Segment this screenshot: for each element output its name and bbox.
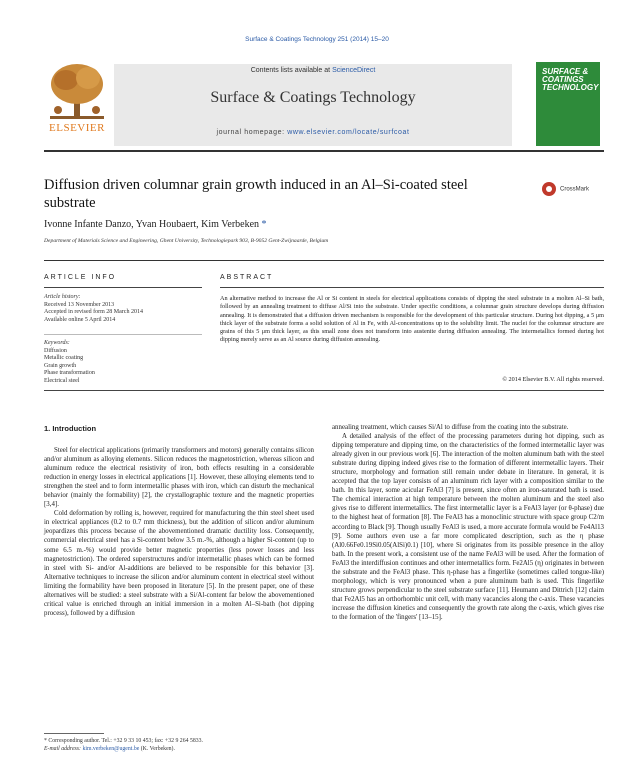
cover-title: SURFACE & COATINGS TECHNOLOGY <box>542 67 599 92</box>
copyright: © 2014 Elsevier B.V. All rights reserved. <box>502 376 604 383</box>
journal-homepage <box>114 129 512 136</box>
footnote-rule <box>44 733 104 734</box>
keywords-label: Keywords: <box>44 340 70 346</box>
email-label: E-mail address: <box>44 745 81 752</box>
paragraph: Steel for electrical applications (primarily transformers and motors) generally contains silicon and/or aluminum as alloying elements. Silicon reduces the magnetostriction, whereas silicon and aluminum reduce the electrical resistivity of iron, both effects resulting in a considerable reduction in energy losses in electrical applications [1]. However, these alloying elements tend to strengthen the steel and to form intermetallic phases with iron, which can disturb the mechanical behavior (mainly the formability) [2], the crystallographic texture and the magnetic properties [3,4]. <box>44 447 314 509</box>
article-history <box>44 294 202 324</box>
article-info-rule <box>44 287 202 288</box>
keyword: Diffusion <box>44 347 67 354</box>
sciencedirect-link[interactable]: ScienceDirect <box>332 67 376 74</box>
contents-line <box>114 67 512 74</box>
history-label: Article history: <box>44 294 81 300</box>
article-info-heading: ARTICLE INFO <box>44 274 117 281</box>
corresponding-author-note: * Corresponding author. Tel.: +32 9 33 10 453; fax: +32 9 264 5833. <box>44 738 203 744</box>
paragraph: A detailed analysis of the effect of the processing parameters during hot dipping, such as dipping temperature and dipping time, on the characteristics of the formed intermetallic layer was already given in our previous work [6]. The interaction of the molten aluminum bath with the steel substrate during dipping indeed gives rise to the formation of different intermetallic layers. Their structure, morphology and formation still remain under debate in literature. In general, it is accepted that the top layer consists of an aluminum rich layer with a composition similar to the bath. In this layer, some acicular FeAl3 [7] is present, since often an iron-saturated bath is used. The chemical interaction at high temperature between the molten aluminum and the steel also gives rise to different intermetallics. The first intermetallic layer is a FeAl3 layer (or θ-phase) due to the highest heat of formation [8]. The FeAl3 has a monoclinic structure with space group C2/m according to Black [9]. Though usually FeAl3 is used, a more accurate formula would be Fe4Al13 [9]. Some authors even use a far more complicated description, such as the η phase (Al0.66Fe0.19Si0.05(AlSi)0.1) [10], where Si originates from its possible presence in the alloy bath. In the present work, a consistent use of the name FeAl3 will be used. After the formation of FeAl3 the interdiffusion continues and other intermetallics form. Fe2Al5 (η) originates in between the substrate and the FeAl3 phase. This η-phase has a fingerlike (sometimes called tongue-like) morphology, which is very pronounced when a pure aluminum bath is used. This fingerlike structure grows perpendicular to the steel substrate surface [11]. Heumann and Dittrich [12] claim that Fe2Al5 has an orthorhombic unit cell, with many vacancies along the c-axis. These vacancies increase the diffusion kinetics and consequently the growth rate along the c-axis, which gives rise to the formation of the 'fingers' [13–15]. <box>332 433 604 621</box>
section-heading-introduction: 1. Introduction <box>44 424 97 433</box>
author-names: Ivonne Infante Danzo, Yvan Houbaert, Kim Verbeken <box>44 219 260 230</box>
journal-cover-image[interactable] <box>536 62 600 146</box>
footnote <box>44 738 314 753</box>
homepage-prefix: journal homepage: <box>216 129 285 136</box>
author-list <box>44 219 267 230</box>
keywords <box>44 340 202 386</box>
header-divider <box>44 260 604 261</box>
corresponding-author-mark[interactable]: * <box>261 219 267 230</box>
masthead-divider <box>44 150 604 152</box>
publisher-wordmark: ELSEVIER <box>49 122 105 134</box>
keyword: Electrical steel <box>44 377 80 384</box>
history-received: Received 13 November 2013 <box>44 301 115 308</box>
keyword: Metallic coating <box>44 355 84 362</box>
journal-citation[interactable]: Surface & Coatings Technology 251 (2014) 15–20 <box>245 36 389 43</box>
crossmark-icon <box>542 182 556 196</box>
article-title: Diffusion driven columnar grain growth induced in an Al–Si-coated steel substrate <box>44 177 468 211</box>
history-accepted: Accepted in revised form 28 March 2014 <box>44 309 143 316</box>
crossmark-label: CrossMark <box>560 186 590 193</box>
masthead-banner <box>114 64 512 146</box>
body-column-right <box>332 423 604 622</box>
abstract-heading: ABSTRACT <box>220 274 274 281</box>
homepage-link[interactable]: www.elsevier.com/locate/surfcoat <box>287 129 410 136</box>
history-online: Available online 5 April 2014 <box>44 316 116 323</box>
journal-masthead <box>44 50 604 148</box>
abstract-rule <box>220 287 604 288</box>
journal-title: Surface & Coatings Technology <box>210 89 416 106</box>
crossmark-badge[interactable] <box>542 180 604 198</box>
abstract-bottom-rule <box>44 390 604 391</box>
contents-prefix: Contents lists available at <box>250 67 331 74</box>
affiliation: Department of Materials Science and Engineering, Ghent University, Technologiepark 903, B-9052 Gent-Zwijnaarde, Belgium <box>44 238 329 244</box>
keyword: Grain growth <box>44 362 77 369</box>
paragraph: annealing treatment, which causes Si/Al to diffuse from the coating into the substrate. <box>332 424 569 431</box>
abstract-text: An alternative method to increase the Al or Si content in steels for electrical applications consists of dipping the steel substrate in a molten Al–Si bath, followed by an annealing treatment to diffuse Al/Si into the substrate. Under specific conditions, a columnar grain structure develops during diffusion annealing. It is demonstrated that a diffusion driven mechanism is responsible for the development of this particular structure. During hot dipping, a 5 μm thick layer of the substrate forms a solid solution of Al in Fe, with Al-concentrations up to the solubility limit. The nuclei for the columnar structure are grains of this 5 μm thick layer, as this small zone does not transform into austenite during diffusion annealing. The intermetallics formed during hot dipping merely serve as an Al source during diffusion annealing. <box>220 295 604 344</box>
email-suffix: (K. Verbeken). <box>140 745 175 752</box>
keyword: Phase transformation <box>44 370 95 377</box>
body-column-left <box>44 446 314 618</box>
keywords-rule <box>44 334 202 335</box>
email-link[interactable]: kim.verbeken@ugent.be <box>82 745 140 752</box>
email-line <box>44 746 314 754</box>
paragraph: Cold deformation by rolling is, however, required for manufacturing the thin steel sheet used in electrical appliances (0.2 to 0.7 mm thickness), but the addition of silicon and/or aluminum jeopardizes this process because of the abovementioned dramatic ductility loss. Consequently, commercial electrical steel has a Si-content below 3.5 m.-%, although a higher Si-content (up to some 6.5 m.-%) would provide better magnetic properties (less power losses and less magnetostriction). The ordered superstructures and/or intermetallic phases which can be formed in steel with Si- and/or Al-additions are believed to be responsible for this behavior [3]. Alternative techniques to increase the silicon and/or aluminum content in electrical steel without limiting the formability have been proposed in literature [5]. In the present paper, one of these alternatives will be studied: a steel substrate with a Si/Al-content far below the abovementioned critical value is enriched through an initial immersion in a molten Al–Si-bath (hot dipping process), followed by a diffusion <box>44 510 314 617</box>
